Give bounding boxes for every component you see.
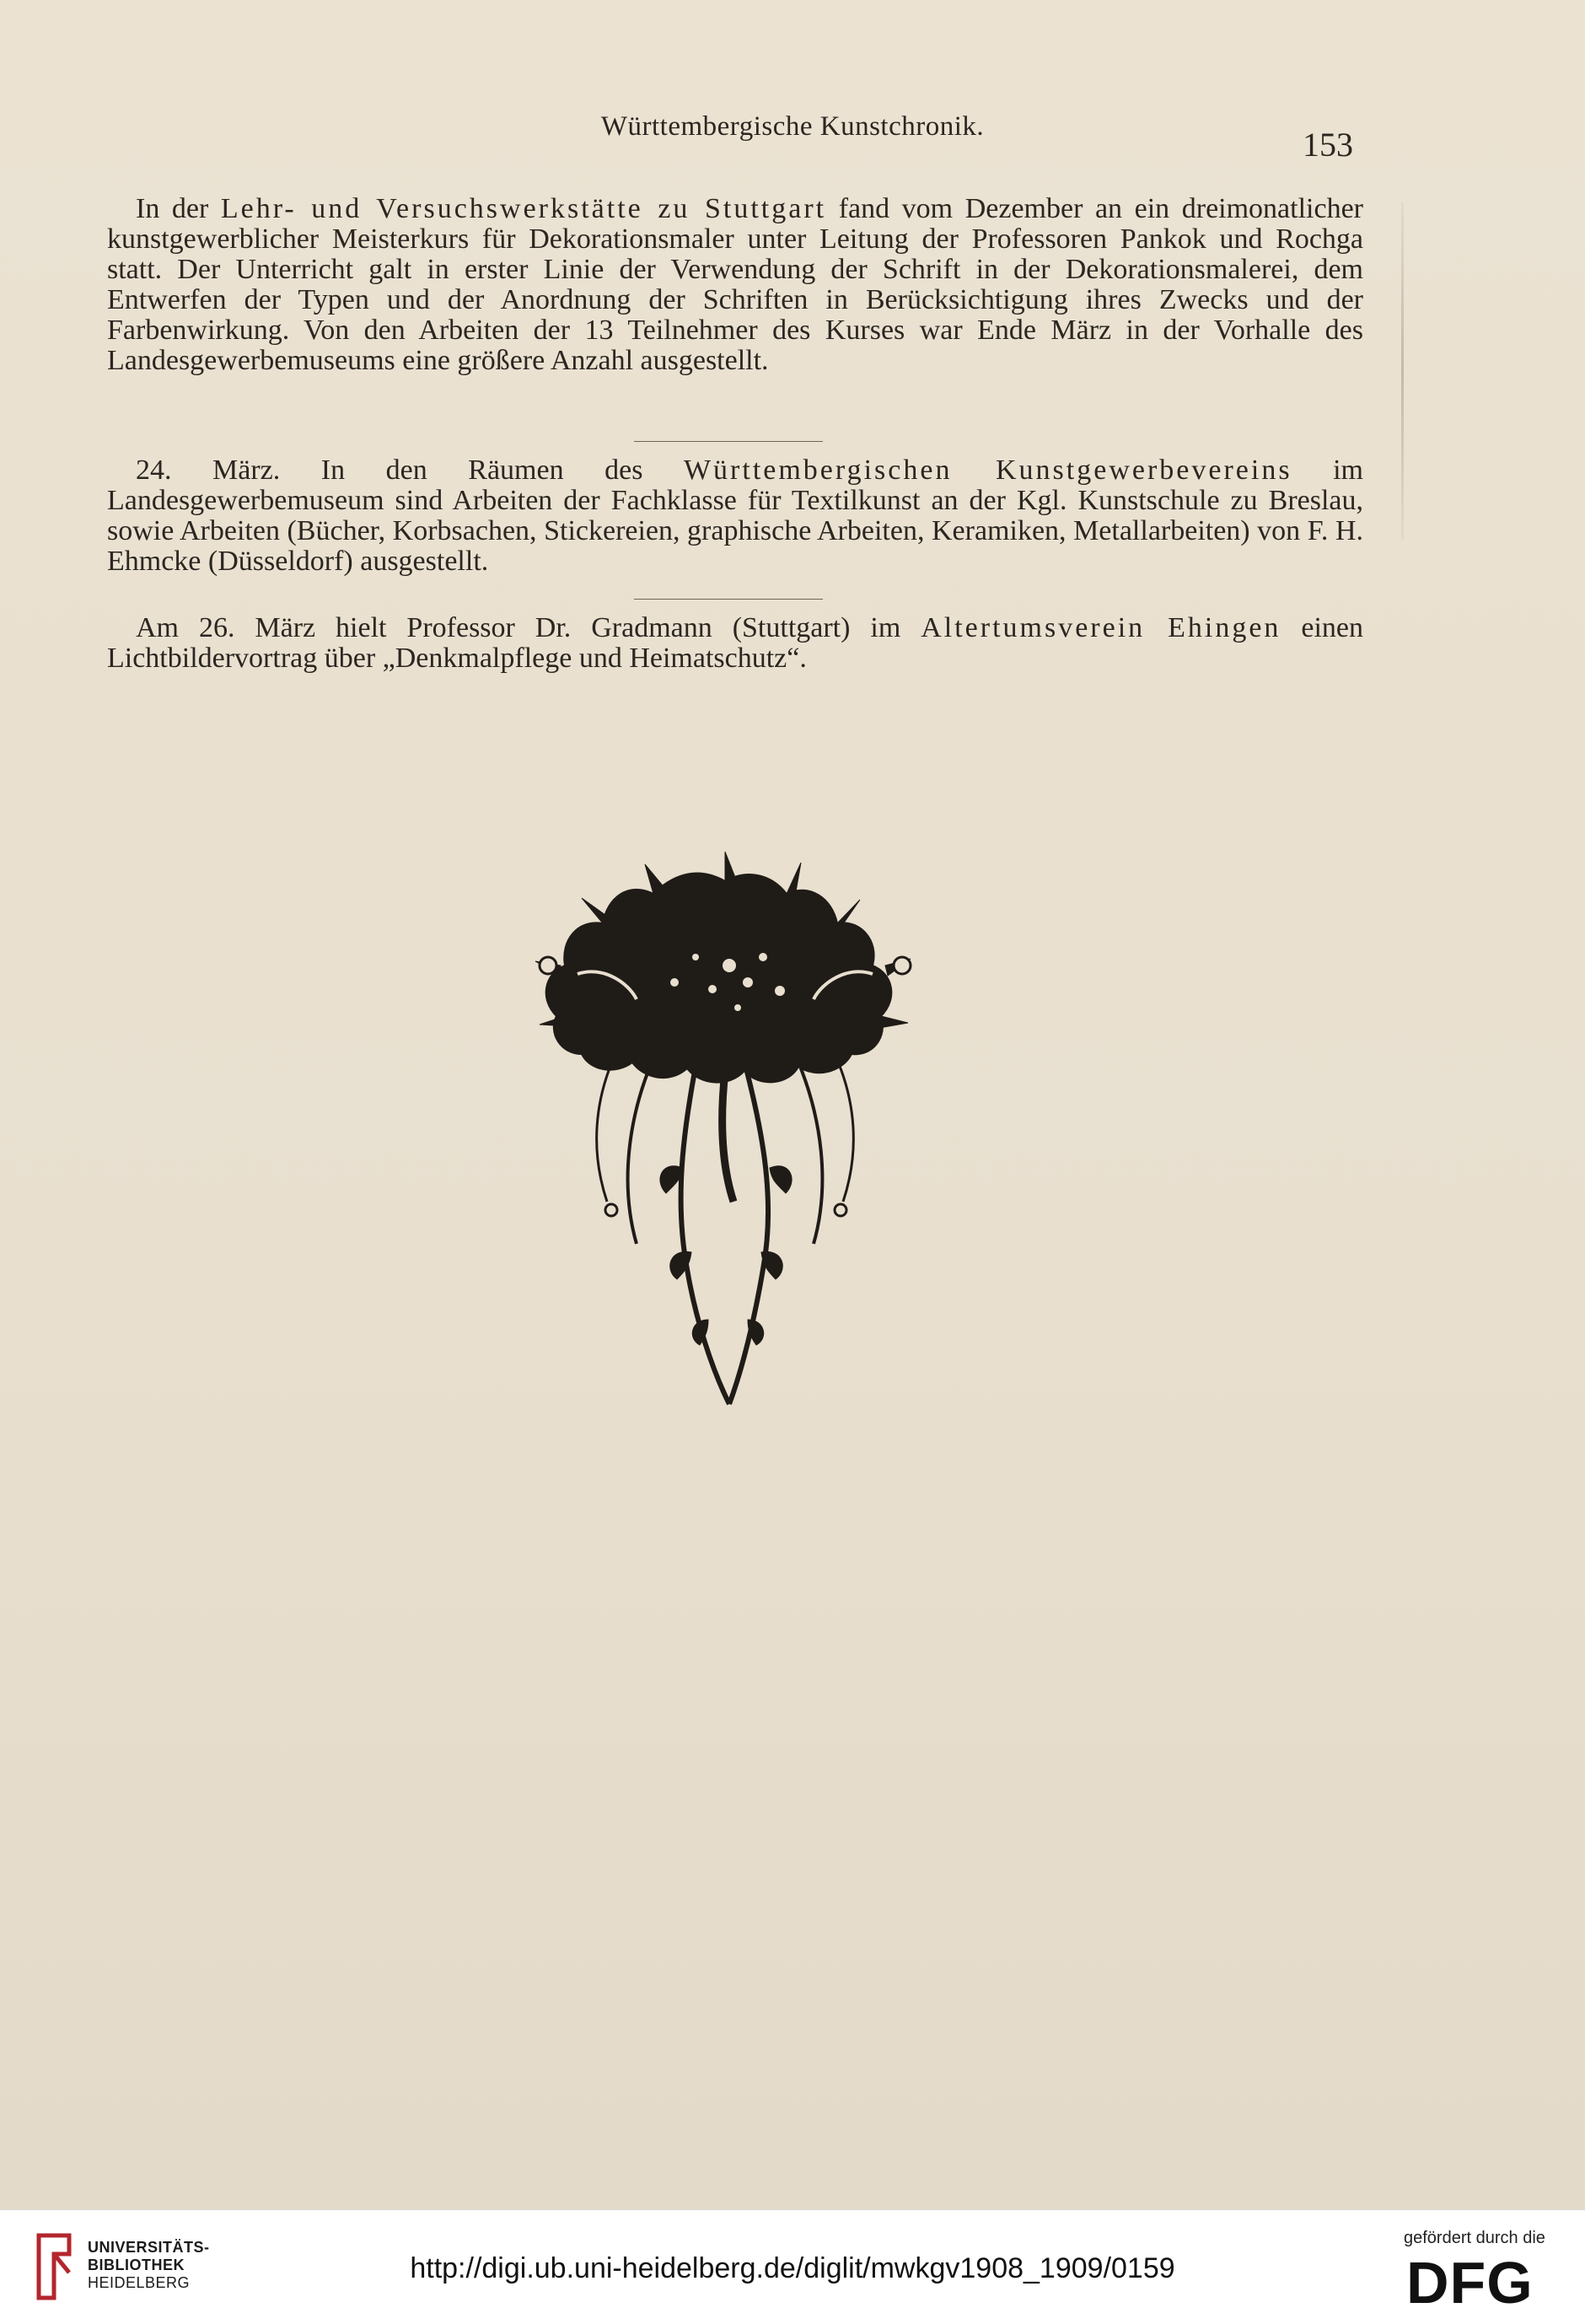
paragraph-text [107, 613, 1363, 674]
emphasized-name: Altertumsverein Ehingen [921, 612, 1281, 643]
paragraph-text [107, 194, 1363, 376]
dfg-logo-icon: DFG [1406, 2250, 1534, 2316]
text-run: einen Lichtbildervortrag über „Denkmalpflege und Heimatschutz“. [107, 612, 1363, 674]
paragraph-3 [107, 613, 1363, 674]
permalink-url[interactable]: http://digi.ub.uni-heidelberg.de/diglit/mwkgv1908_1909/0159 [410, 2252, 1175, 2284]
paragraph-text [107, 455, 1363, 577]
margin-mark [1401, 202, 1404, 540]
library-name-line: HEIDELBERG [88, 2274, 191, 2291]
library-name-line: BIBLIOTHEK [88, 2257, 185, 2273]
text-run: fand vom Dezember an ein dreimonatlicher kunstgewerblicher Meisterkurs für Dekorationsmaler unter Leitung der Professoren Pankok und Rochga statt. Der Unterricht galt in erster Linie der Verwendung der Schrift in der Dekorationsmalerei, dem Entwerfen der Typen und der Anordnung der Schriften in Berücksichtigung ihres Zwecks und der Farbenwirkung. Von den Arbeiten der 13 Teilnehmer des Kurses war Ende März in der Vorhalle des Landesgewerbemuseums eine größere Anzahl ausgestellt. [107, 193, 1363, 376]
section-divider [634, 599, 823, 600]
page-number: 153 [1303, 126, 1353, 164]
running-title: Württembergische Kunstchronik. [600, 111, 985, 142]
floral-vignette-icon [527, 847, 923, 1421]
digitization-footer [0, 2209, 1585, 2324]
text-run: Am 26. März hielt Professor Dr. Gradmann (Stuttgart) im [136, 612, 921, 643]
sponsor-label: gefördert durch die [1404, 2229, 1545, 2247]
paragraph-1 [107, 194, 1363, 376]
section-divider [634, 441, 823, 442]
text-run: 24. März. In den Räumen des [136, 455, 684, 486]
emphasized-name: Lehr- und Versuchswerkstätte zu Stuttgart [220, 193, 827, 224]
text-run: In der [136, 193, 221, 224]
text-run: im Landesgewerbemuseum sind Arbeiten der Fachklasse für Textilkunst an der Kgl. Kunstschule zu Breslau, sowie Arbeiten (Bücher, Korbsachen, Stickereien, graphische Arbeiten, Keramiken, Metallarbeiten) von F. H. Ehmcke (Düsseldorf) ausgestellt. [107, 455, 1363, 577]
library-name-line: UNIVERSITÄTS- [88, 2239, 210, 2256]
paragraph-2 [107, 455, 1363, 577]
emphasized-name: Württembergischen Kunstgewerbevereins [683, 455, 1292, 486]
